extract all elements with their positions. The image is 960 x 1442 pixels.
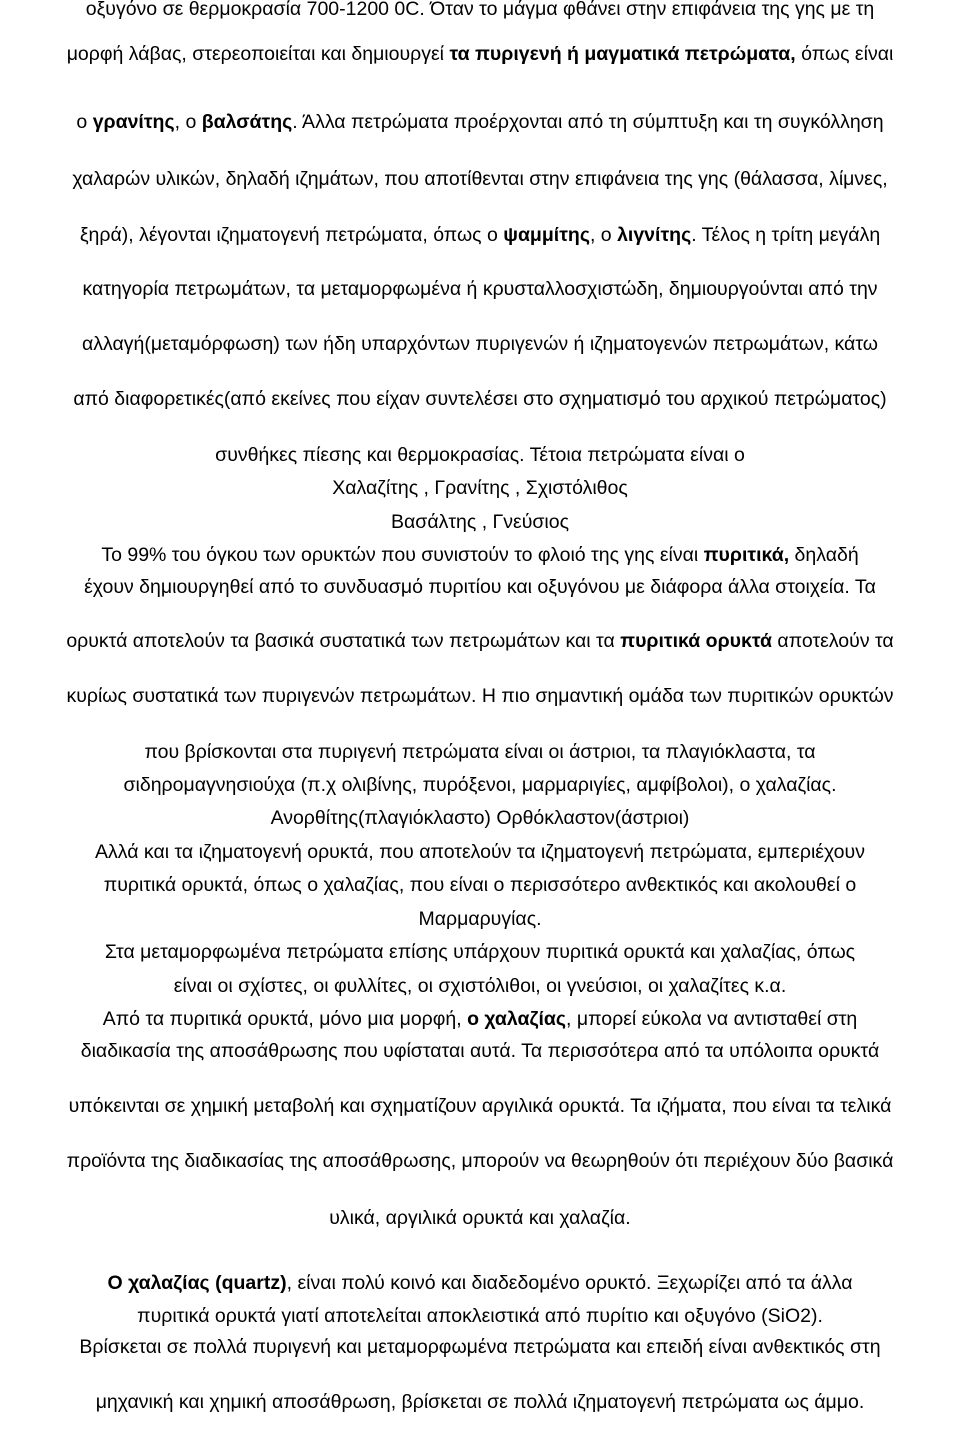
paragraph-line (10, 578, 950, 597)
text-run: , ο (589, 224, 618, 246)
bold-text-run: πυριτικά ορυκτά (620, 630, 773, 652)
paragraph-line (10, 1152, 950, 1171)
text-run: Βρίσκεται σε πολλά πυριγενή και μεταμορφωμένα πετρώματα και επειδή είναι ανθεκτικός στη (79, 1336, 881, 1358)
text-run: ορυκτά αποτελούν τα βασικά συστατικά των πετρωμάτων και τα (66, 630, 621, 652)
paragraph-line (10, 444, 950, 466)
paragraph-line (10, 807, 950, 829)
bold-text-run: πυριτικά, (703, 544, 790, 566)
paragraph-line (10, 1008, 950, 1030)
paragraph-line (10, 280, 950, 299)
bold-text-run: λιγνίτης (617, 224, 692, 246)
paragraph-line (10, 908, 950, 930)
text-run: πυριτικά ορυκτά γιατί αποτελείται αποκλειστικά από πυρίτιο και οξυγόνο (SiO2). (137, 1305, 823, 1327)
paragraph-line (10, 0, 950, 19)
paragraph-line (10, 390, 950, 409)
text-run: Στα μεταμορφωμένα πετρώματα επίσης υπάρχουν πυριτικά ορυκτά και χαλαζίας, όπως (104, 941, 856, 963)
paragraph-line (10, 113, 950, 132)
paragraph-line (10, 1393, 950, 1412)
paragraph-line (10, 687, 950, 706)
text-run: , μπορεί εύκολα να αντισταθεί στη (566, 1008, 858, 1030)
text-run: ο (76, 111, 93, 133)
paragraph-line (10, 632, 950, 651)
text-run: οξυγόνο σε θερμοκρασία 700-1200 0C. Όταν το μάγμα φθάνει στην επιφάνεια της γης με τη (85, 0, 875, 20)
text-run: Ανορθίτης(πλαγιόκλαστο) Ορθόκλαστον(άστριοι) (270, 807, 690, 829)
text-run: είναι οι σχίστες, οι φυλλίτες, οι σχιστόλιθοι, οι γνεύσιοι, οι χαλαζίτες κ.α. (173, 975, 787, 997)
paragraph-line (10, 544, 950, 566)
text-run: κατηγορία πετρωμάτων, τα μεταμορφωμένα ή κρυσταλλοσχιστώδη, δημιουργούνται από την (82, 278, 878, 300)
paragraph-line (10, 45, 950, 64)
text-run: Μαρμαρυγίας. (418, 908, 542, 930)
text-run: Το 99% του όγκου των ορυκτών που συνιστούν το φλοιό της γης είναι (101, 544, 704, 566)
bold-text-run: ψαμμίτης (503, 224, 590, 246)
text-run: αλλαγή(μεταμόρφωση) των ήδη υπαρχόντων πυριγενών ή ιζηματογενών πετρωμάτων, κάτω (82, 333, 878, 355)
text-run: αποτελούν τα (772, 630, 894, 652)
text-run: κυρίως συστατικά των πυριγενών πετρωμάτων. Η πιο σημαντική ομάδα των πυριτικών ορυκτών (66, 685, 894, 707)
paragraph-line (10, 975, 950, 997)
paragraph-line (10, 741, 950, 763)
text-run: από διαφορετικές(από εκείνες που είχαν συντελέσει στο σχηματισμό του αρχικού πετρώματος) (73, 388, 887, 410)
paragraph-line (10, 774, 950, 796)
bold-text-run: βαλσάτης (201, 111, 293, 133)
text-run: όπως είναι (795, 43, 894, 65)
text-run: χαλαρών υλικών, δηλαδή ιζημάτων, που αποτίθενται στην επιφάνεια της γης (θάλασσα, λίμνες, (72, 168, 888, 190)
text-run: Από τα πυριτικά ορυκτά, μόνο μια μορφή, (102, 1008, 468, 1030)
text-run: Χαλαζίτης , Γρανίτης , Σχιστόλιθος (332, 477, 628, 499)
paragraph-line (10, 226, 950, 245)
paragraph-line (10, 511, 950, 533)
text-run: διαδικασία της αποσάθρωσης που υφίσταται αυτά. Τα περισσότερα από τα υπόλοιπα ορυκτά (80, 1040, 880, 1062)
paragraph-line (10, 335, 950, 354)
paragraph-line (10, 1042, 950, 1061)
bold-text-run: ο χαλαζίας (467, 1008, 567, 1030)
text-run: . Τέλος η τρίτη μεγάλη (691, 224, 881, 246)
paragraph-line (10, 1305, 950, 1327)
text-run: δηλαδή (789, 544, 859, 566)
bold-text-run: τα πυριγενή ή μαγματικά πετρώματα, (449, 43, 796, 65)
text-run: . Άλλα πετρώματα προέρχονται από τη σύμπτυξη και τη συγκόλληση (292, 111, 884, 133)
text-run: , είναι πολύ κοινό και διαδεδομένο ορυκτό. Ξεχωρίζει από τα άλλα (286, 1272, 853, 1294)
text-run: προϊόντα της διαδικασίας της αποσάθρωσης, μπορούν να θεωρηθούν ότι περιέχουν δύο βασικά (66, 1150, 894, 1172)
bold-text-run: γρανίτης (92, 111, 175, 133)
text-run: Βασάλτης , Γνεύσιος (391, 511, 569, 533)
paragraph-line (10, 1338, 950, 1357)
text-run: υπόκεινται σε χημική μεταβολή και σχηματίζουν αργιλικά ορυκτά. Τα ιζήματα, που είναι τα τελικά (68, 1095, 892, 1117)
paragraph-line (10, 1097, 950, 1116)
text-run: που βρίσκονται στα πυριγενή πετρώματα είναι οι άστριοι, τα πλαγιόκλαστα, τα (144, 741, 816, 763)
text-run: , ο (174, 111, 202, 133)
paragraph-line (10, 1272, 950, 1294)
text-run: συνθήκες πίεσης και θερμοκρασίας. Τέτοια πετρώματα είναι ο (215, 444, 745, 466)
text-run: υλικά, αργιλικά ορυκτά και χαλαζία. (329, 1207, 631, 1229)
text-run: Αλλά και τα ιζηματογενή ορυκτά, που αποτελούν τα ιζηματογενή πετρώματα, εμπεριέχουν (95, 841, 865, 863)
text-run: μηχανική και χημική αποσάθρωση, βρίσκεται σε πολλά ιζηματογενή πετρώματα ως άμμο. (95, 1391, 865, 1413)
paragraph-line (10, 841, 950, 863)
bold-text-run: Ο χαλαζίας (quartz) (107, 1272, 287, 1294)
paragraph-line (10, 874, 950, 896)
text-run: μορφή λάβας, στερεοποιείται και δημιουργεί (66, 43, 450, 65)
text-run: ξηρά), λέγονται ιζηματογενή πετρώματα, όπως ο (79, 224, 504, 246)
text-run: πυριτικά ορυκτά, όπως ο χαλαζίας, που είναι ο περισσότερο ανθεκτικός και ακολουθεί ο (103, 874, 857, 896)
paragraph-line (10, 1207, 950, 1229)
paragraph-line (10, 170, 950, 189)
paragraph-line (10, 941, 950, 963)
paragraph-line (10, 477, 950, 499)
text-run: σιδηρομαγνησιούχα (π.χ ολιβίνης, πυρόξενοι, μαρμαριγίες, αμφίβολοι), ο χαλαζίας. (123, 774, 837, 796)
text-run: έχουν δημιουργηθεί από το συνδυασμό πυριτίου και οξυγόνου με διάφορα άλλα στοιχεία. Τα (84, 576, 876, 598)
